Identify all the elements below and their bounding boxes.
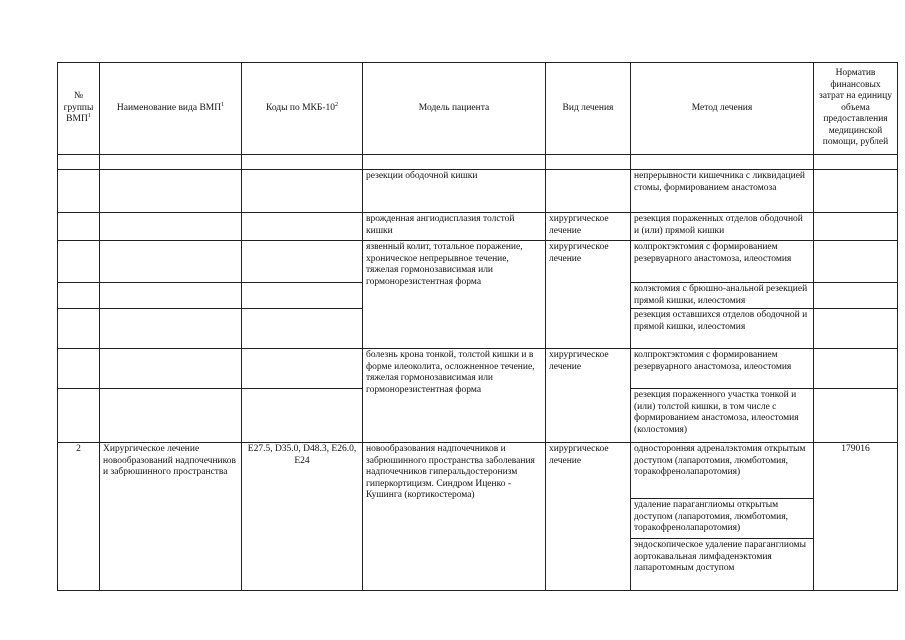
- header-vmp-name: Наименование вида ВМП$^1$: [100, 63, 242, 155]
- patient-model-cell: резекции ободочной кишки: [363, 170, 546, 213]
- patient-model-cell: болезнь крона тонкой, толстой кишки и в форме илеоколита, осложненное течение, тяжелая гормонозависимая или гормонорезистентная форма: [363, 349, 546, 443]
- patient-model-cell: новообразования надпочечников и забрюшинного пространства заболевания надпочечников гиперальдостеронизм гиперкортицизм. Синдром Иценко - Кушинга (кортикостерома): [363, 443, 546, 591]
- treatment-method-cell: колпроктэктомия с формированием резервуарного анастомоза, илеостомия: [631, 349, 814, 389]
- treatment-type-cell: хирургическое лечение: [546, 241, 631, 349]
- treatment-method-cell: резекция оставшихся отделов ободочной и прямой кишки, илеостомия: [631, 309, 814, 349]
- header-row: [58, 63, 898, 155]
- treatment-method-cell: колэктомия с брюшно-анальной резекцией прямой кишки, илеостомия: [631, 283, 814, 309]
- treatment-method-cell: удаление параганглиомы открытым доступом (лапаротомия, люмботомия, торакофренолапаротомия): [631, 499, 814, 539]
- table-row: [58, 170, 898, 213]
- treatment-method-cell: односторонняя адреналэктомия открытым доступом (лапаротомия, люмботомия, торакофренолапаротомия): [631, 443, 814, 499]
- vmp-name-cell: Хирургическое лечение новообразований надпочечников и забрюшинного пространства: [100, 443, 242, 591]
- treatment-method-cell: эндоскопическое удаление параганглиомы аортокавальная лимфаденэктомия лапаротомным доступом: [631, 539, 814, 591]
- header-patient-model: Модель пациента: [363, 63, 546, 155]
- treatment-method-cell: резекция пораженного участка тонкой и (или) толстой кишки, в том числе с формированием анастомоза, илеостомия (колостомия): [631, 389, 814, 443]
- patient-model-cell: врожденная ангиодисплазия толстой кишки: [363, 213, 546, 241]
- header-group-no: № группы ВМП$^1$: [58, 63, 100, 155]
- table-row: [58, 213, 898, 241]
- table-row: [58, 349, 898, 389]
- vmp-table: [57, 62, 898, 591]
- header-treatment-method: Метод лечения: [631, 63, 814, 155]
- header-mkb-codes: Коды по МКБ-$10^2$: [242, 63, 363, 155]
- treatment-type-cell: хирургическое лечение: [546, 349, 631, 443]
- treatment-method-cell: колпроктэктомия с формированием резервуарного анастомоза, илеостомия: [631, 241, 814, 283]
- empty-row: [58, 155, 898, 170]
- group-number-cell: 2: [58, 443, 100, 591]
- cost-cell: 179016: [814, 443, 898, 591]
- treatment-type-cell: хирургическое лечение: [546, 443, 631, 591]
- treatment-type-cell: хирургическое лечение: [546, 213, 631, 241]
- patient-model-cell: язвенный колит, тотальное поражение, хроническое непрерывное течение, тяжелая гормонозависимая или гормонорезистентная форма: [363, 241, 546, 349]
- header-treatment-type: Вид лечения: [546, 63, 631, 155]
- header-cost-standard: Норматив финансовых затрат на единицу объема предоставления медицинской помощи, рублей: [814, 63, 898, 155]
- mkb-codes-cell: E27.5, D35.0, D48.3, E26.0, E24: [242, 443, 363, 591]
- table-row: [58, 241, 898, 283]
- treatment-method-cell: резекция пораженных отделов ободочной и (или) прямой кишки: [631, 213, 814, 241]
- treatment-method-cell: непрерывности кишечника с ликвидацией стомы, формированием анастомоза: [631, 170, 814, 213]
- table-row: [58, 443, 898, 499]
